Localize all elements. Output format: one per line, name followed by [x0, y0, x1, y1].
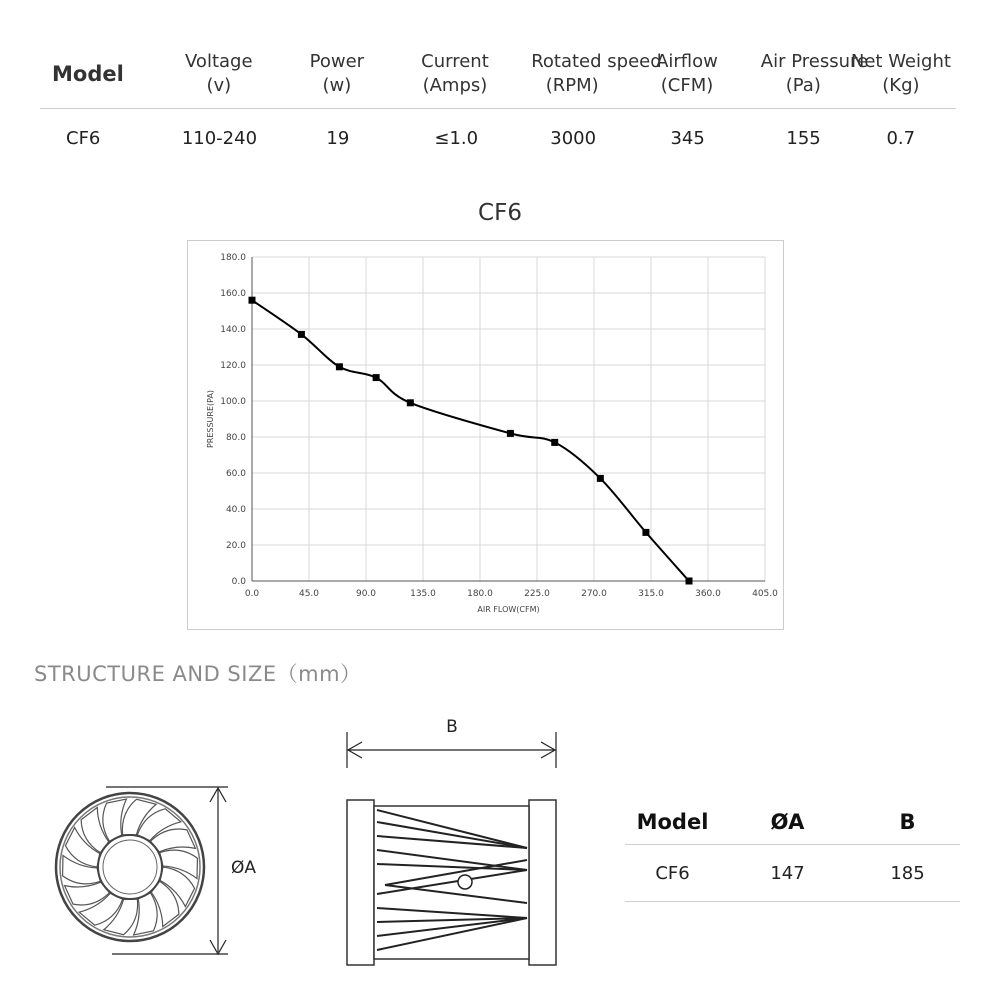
data-point [249, 297, 256, 304]
x-tick-label: 180.0 [467, 589, 493, 599]
header-power-label: Power [309, 51, 365, 72]
spec-table-row [40, 109, 956, 169]
spec-table [40, 40, 956, 169]
header-speed-label: Rotated speed [531, 51, 662, 72]
header-airflow-unit: (CFM) [660, 75, 714, 96]
cell-power: 19 [326, 128, 350, 149]
header-current-unit: (Amps) [422, 75, 488, 96]
fan-front-view [30, 780, 280, 965]
x-tick-label: 315.0 [638, 589, 664, 599]
x-tick-label: 135.0 [410, 589, 436, 599]
header-model: Model [52, 62, 124, 86]
x-tick-label: 405.0 [752, 589, 778, 599]
y-tick-label: 180.0 [220, 253, 246, 263]
x-tick-label: 45.0 [298, 589, 320, 599]
data-point [642, 529, 649, 536]
header-current-label: Current [421, 51, 489, 72]
header-pressure [760, 50, 869, 98]
header-power-unit: (w) [322, 75, 352, 96]
data-point [597, 475, 604, 482]
x-tick-label: 225.0 [524, 589, 550, 599]
cell-speed: 3000 [550, 128, 597, 149]
y-tick-label: 60.0 [225, 469, 246, 479]
data-point [507, 430, 514, 437]
header-airflow-label: Airflow [656, 51, 718, 72]
side-right-flange [529, 800, 556, 965]
y-tick-label: 140.0 [220, 325, 246, 335]
data-point [298, 331, 305, 338]
pressure-airflow-chart [188, 241, 783, 629]
header-voltage-label: Voltage [185, 51, 253, 72]
fan-side-view [335, 710, 570, 975]
header-power [295, 50, 379, 98]
y-tick-label: 160.0 [220, 289, 246, 299]
x-tick-label: 90.0 [355, 589, 377, 599]
cell-current: ≤1.0 [434, 128, 479, 149]
series-line [252, 300, 689, 581]
dim-header-model: Model [636, 810, 709, 834]
data-point [373, 374, 380, 381]
dim-cell-b: 185 [890, 862, 925, 884]
header-voltage [143, 50, 296, 98]
data-point [336, 363, 343, 370]
header-airflow [613, 50, 761, 98]
y-tick-label: 20.0 [225, 541, 246, 551]
cell-pressure: 155 [786, 128, 821, 149]
cell-voltage: 110-240 [181, 128, 258, 149]
header-pressure-label: Air Pressure [760, 51, 869, 72]
dimension-table-header [625, 800, 960, 845]
header-weight-label: Net Weight [850, 51, 951, 72]
side-left-flange [347, 800, 374, 965]
cell-airflow: 345 [670, 128, 705, 149]
header-speed-unit: (RPM) [545, 75, 599, 96]
y-tick-label: 0.0 [231, 577, 246, 587]
y-tick-label: 120.0 [220, 361, 246, 371]
fan-hub-inner [103, 840, 157, 894]
y-tick-label: 40.0 [225, 505, 246, 515]
x-axis-label: AIR FLOW(CFM) [477, 605, 540, 614]
y-tick-label: 100.0 [220, 397, 246, 407]
data-point [686, 578, 693, 585]
spec-table-header [40, 40, 956, 109]
cell-weight: 0.7 [886, 128, 916, 149]
structure-title: STRUCTURE AND SIZE（mm） [34, 662, 362, 686]
dim-header-b: B [899, 810, 916, 834]
dimension-table [625, 800, 960, 902]
dim-b-label: B [446, 717, 458, 737]
header-pressure-unit: (Pa) [785, 75, 821, 96]
y-axis-label: PRESSURE(PA) [206, 389, 215, 449]
dim-cell-model: CF6 [655, 862, 690, 884]
side-hub-hole [458, 875, 472, 889]
data-point [551, 439, 558, 446]
y-tick-label: 80.0 [225, 433, 246, 443]
header-speed [531, 50, 662, 98]
data-point [407, 399, 414, 406]
dimension-table-row [625, 845, 960, 902]
dim-a-label: ØA [231, 858, 257, 878]
chart-title: CF6 [478, 200, 522, 226]
header-current [379, 50, 532, 98]
header-weight-unit: (Kg) [882, 75, 920, 96]
chart-frame [187, 240, 784, 630]
dim-header-a: ØA [770, 810, 805, 834]
x-tick-label: 270.0 [581, 589, 607, 599]
dim-cell-a: 147 [770, 862, 805, 884]
header-voltage-unit: (v) [206, 75, 232, 96]
x-tick-label: 0.0 [244, 589, 260, 599]
cell-model: CF6 [66, 128, 101, 149]
header-weight [846, 50, 956, 98]
x-tick-label: 360.0 [695, 589, 721, 599]
